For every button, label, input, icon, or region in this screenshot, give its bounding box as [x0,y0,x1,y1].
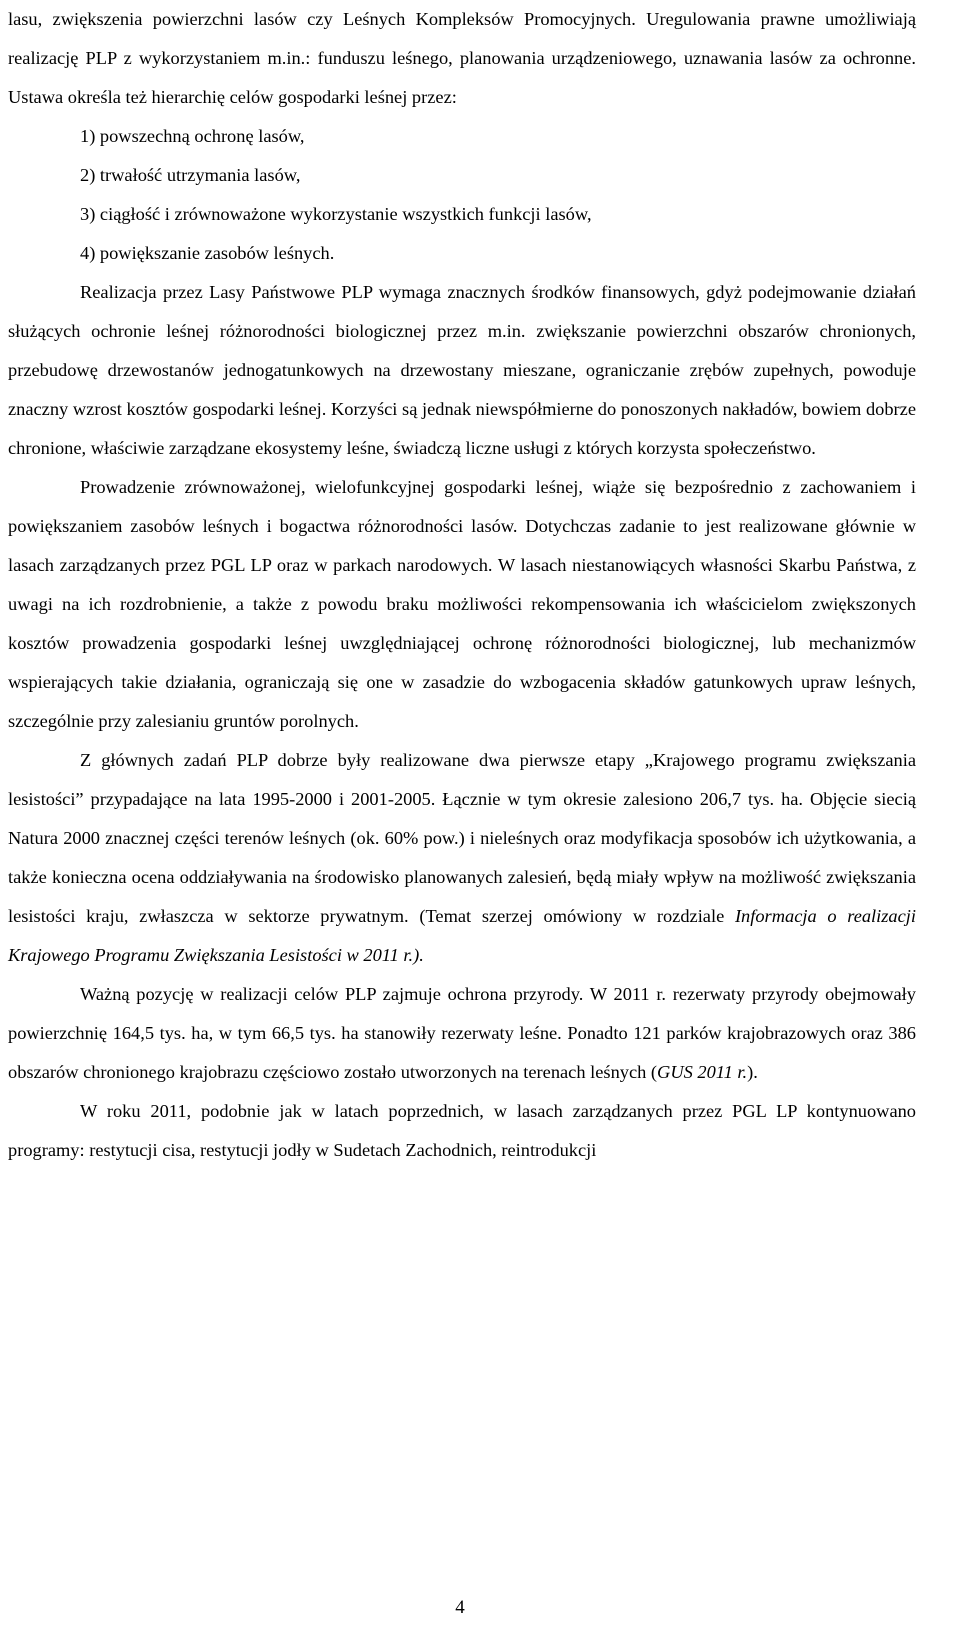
document-body [8,0,916,1170]
paragraph-funding: Realizacja przez Lasy Państwowe PLP wymaga znacznych środków finansowych, gdyż podejmowanie działań służących ochronie leśnej różnorodności biologicznej przez m.in. zwiększanie powierzchni obszarów chronionych, przebudowę drzewostanów jednogatunkowych na drzewostany mieszane, ograniczanie zrębów zupełnych, powoduje znaczny wzrost kosztów gospodarki leśnej. Korzyści są jednak niewspółmierne do ponoszonych nakładów, bowiem dobrze chronione, właściwie zarządzane ekosystemy leśne, świadczą liczne usługi z których korzysta społeczeństwo. [8,282,916,458]
nature-text: Ważną pozycję w realizacji celów PLP zajmuje ochrona przyrody. W 2011 r. rezerwaty przyrody obejmowały powierzchnię 164,5 tys. ha, w tym 66,5 tys. ha stanowiły rezerwaty leśne. Ponadto 121 parków krajobrazowych oraz 386 obszarów chronionego krajobrazu częściowo zostało utworzonych na terenach leśnych ( [8,984,916,1082]
nature-text-end: ). [747,1062,758,1082]
list-item: 4) powiększanie zasobów leśnych. [80,243,335,263]
paragraph-afforestation [8,741,916,975]
paragraph-sustainable: Prowadzenie zrównoważonej, wielofunkcyjnej gospodarki leśnej, wiąże się bezpośrednio z zachowaniem i powiększaniem zasobów leśnych i bogactwa różnorodności lasów. Dotychczas zadanie to jest realizowane głównie w lasach zarządzanych przez PGL LP oraz w parkach narodowych. W lasach niestanowiących własności Skarbu Państwa, z uwagi na ich rozdrobnienie, a także z powodu braku możliwości rekompensowania ich właścicielom zwiększonych kosztów prowadzenia gospodarki leśnej uwzględniającej ochronę różnorodności biologicznej, lub mechanizmów wspierających takie działania, ograniczają się one w zasadzie do wzbogacenia składów gatunkowych upraw leśnych, szczególnie przy zalesianiu gruntów porolnych. [8,477,916,731]
paragraph-intro: lasu, zwiększenia powierzchni lasów czy Leśnych Kompleksów Promocyjnych. Uregulowania prawne umożliwiają realizację PLP z wykorzystaniem m.in.: funduszu leśnego, planowania urządzeniowego, uznawania lasów za ochronne. Ustawa określa też hierarchię celów gospodarki leśnej przez: [8,9,916,107]
afforestation-text: Z głównych zadań PLP dobrze były realizowane dwa pierwsze etapy „Krajowego programu zwiększania lesistości” przypadające na lata 1995-2000 i 2001-2005. Łącznie w tym okresie zalesiono 206,7 tys. ha. Objęcie siecią Natura 2000 znacznej części terenów leśnych (ok. 60% pow.) i nieleśnych oraz modyfikacja sposobów ich użytkowania, a także konieczna ocena oddziaływania na środowisko planowanych zalesień, będą miały wpływ na możliwość zwiększania lesistości kraju, zwłaszcza w sektorze prywatnym. (Temat szerzej omówiony w rozdziale [8,750,916,926]
page-number: 4 [455,1597,465,1618]
list-item: 2) trwałość utrzymania lasów, [80,165,301,185]
source-citation: GUS 2011 r. [657,1062,748,1082]
hierarchy-list [8,117,916,273]
list-item: 1) powszechną ochronę lasów, [80,126,305,146]
chapter-reference: Informacja o realizacji Krajowego Programu Zwiększania Lesistości w 2011 r.). [8,906,917,965]
paragraph-programs: W roku 2011, podobnie jak w latach poprzednich, w lasach zarządzanych przez PGL LP kontynuowano programy: restytucji cisa, restytucji jodły w Sudetach Zachodnich, reintrodukcji [8,1101,916,1160]
paragraph-nature-protection [8,975,916,1092]
list-item: 3) ciągłość i zrównoważone wykorzystanie wszystkich funkcji lasów, [80,204,592,224]
